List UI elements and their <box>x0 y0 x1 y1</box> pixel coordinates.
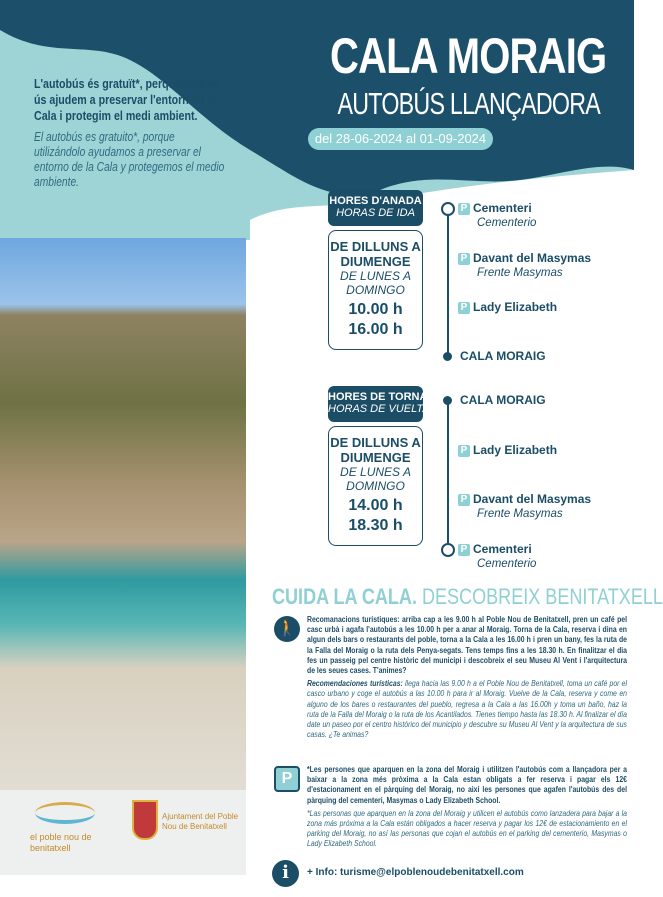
parking-icon: P <box>458 253 470 265</box>
outbound-time-2: 16.00 h <box>348 321 403 338</box>
route-line <box>447 208 449 356</box>
town-logo-text: el poble nou de benitatxell <box>30 832 92 853</box>
stop-cementeri: P Cementeri Cementerio <box>441 541 631 571</box>
parking-block <box>307 764 627 849</box>
stop-cala-moraig: CALA MORAIG <box>441 348 631 364</box>
return-days-es: DE LUNES A DOMINGO <box>340 465 411 493</box>
return-times <box>328 426 423 546</box>
stop-circle-icon <box>441 202 455 216</box>
town-logo-icon <box>35 802 95 824</box>
outbound-label-es: HORAS DE IDA <box>336 207 415 219</box>
outbound-days-es: DE LUNES A DOMINGO <box>340 269 411 297</box>
tips-block <box>307 614 627 739</box>
subtitle: AUTOBÚS LLANÇADORA <box>337 86 601 121</box>
beach-photo <box>0 238 246 790</box>
return-time-2: 18.30 h <box>348 517 403 534</box>
return-header <box>328 386 444 422</box>
parking-icon: P <box>458 494 470 506</box>
return-label-es: HORAS DE VUELTA <box>328 403 430 415</box>
stop-masymas: P Davant del Masymas Frente Masymas <box>441 491 631 521</box>
intro-catalan: L'autobús és gratuït*, perquè fent-ne ús ajudem a preservar l'entorn de la Cala i protegim el medi ambient. <box>34 76 220 123</box>
outbound-time-1: 10.00 h <box>348 301 403 318</box>
tips-catalan: Recomanacions turístiques: arriba cap a les 9.00 h al Poble Nou de Benitatxell, pren un café pel casc urbà i agafa l'autobús a les 10.00 h per a anar al Moraig. Torna de la Cala, reserva i dina en algun dels bars o restaurants del poble, torna a la Cala a les 16.00 h i pren un bany, fes la ruta de la Falla del Moraig o la ruta dels Penya-segats. Tens temps fins a les 18.30 h. En finalitzar el dia fes un passeig pel centre històric del municipi i descobreix el seu Museu Al Vent i l'arquitectura de les seues cases. T'animes? <box>307 614 627 676</box>
coat-of-arms-icon <box>132 800 158 840</box>
stop-circle-icon <box>441 543 455 557</box>
intro-spanish: El autobús es gratuito*, porque utilizándolo ayudamos a preservar el entorno de la Cala y protegemos el medio ambiente. <box>34 130 225 189</box>
stop-masymas: P Davant del Masymas Frente Masymas <box>441 250 631 280</box>
return-time-1: 14.00 h <box>348 497 403 514</box>
parking-icon: P <box>458 445 470 457</box>
logos-strip <box>0 790 246 875</box>
intro <box>34 76 227 190</box>
outbound-header <box>328 190 423 226</box>
return-days: DE DILLUNS A DIUMENGE <box>330 435 421 465</box>
parking-note-spanish: *Las personas que aparquen en la zona del Moraig y utilicen el autobús como lanzadera para bajar a la zona más próxima a la Cala están obligados a hacer reserva y pagar los 12€ de estacionamiento en el parking del Moraig, no así las personas que cojan el autobús en el parking del cementerio, Masymas o Lady Elizabeth School. <box>307 807 627 849</box>
return-label: HORES DE TORNADA <box>328 391 444 403</box>
parking-icon: P <box>274 766 300 792</box>
stop-lady-elizabeth: P Lady Elizabeth <box>441 442 631 458</box>
stop-lady-elizabeth: P Lady Elizabeth <box>441 299 631 315</box>
stop-cementeri: P Cementeri Cementerio <box>441 200 631 230</box>
parking-icon: P <box>458 203 470 215</box>
parking-note-catalan: *Les persones que aparquen en la zona del Moraig i utilitzen l'autobús com a llançadora per a baixar a la zona més pròxima a la Cala estan obligats a fer reserva i pagar els 12€ d'estacionament en el pàrquing del Moraig, no així les persones que agafen l'autobús des del pàrquing del cementeri, Masymas o Lady Elizabeth School. <box>307 764 627 805</box>
info-icon: i <box>272 860 299 887</box>
date-range-badge: del 28-06-2024 al 01-09-2024 <box>308 128 493 150</box>
outbound-times <box>328 230 423 350</box>
parking-icon: P <box>458 302 470 314</box>
stop-cala-moraig: CALA MORAIG <box>441 392 631 408</box>
outbound-days: DE DILLUNS A DIUMENGE <box>330 239 421 269</box>
info-email-link[interactable]: + Info: turisme@elpoblenoudebenitatxell.com <box>307 867 524 878</box>
cuida-heading: CUIDA LA CALA. DESCOBREIX BENITATXELL <box>272 584 663 609</box>
route-line <box>447 400 449 550</box>
parking-icon: P <box>458 544 470 556</box>
hiker-icon: 🚶 <box>274 616 300 642</box>
title: CALA MORAIG <box>330 28 607 84</box>
outbound-label: HORES D'ANADA <box>329 195 422 207</box>
tips-spanish: Recomendaciones turísticas: llega hacia las 9.00 h a el Poble Nou de Benitatxell, toma un café por el casco urbano y coge el autobús a las 10.00 h para ir al Moraig. Vuelve de la Cala, reserva y come en alguno de los bares o restaurantes del pueblo, regresa a la Cala a las 16.00h y toma un baño, haz la ruta de la Falla del Moraig o la ruta de los Acantilados. Tienes tiempo hasta las 18.30 h. Al finalizar el día date un paseo por el centro histórico del municipio y descubre su Museu Al Vent y la arquitectura de sus casas. ¿Te animas? <box>307 678 627 740</box>
council-logo-text: Ajuntament del Poble Nou de Benitatxell <box>162 812 239 831</box>
